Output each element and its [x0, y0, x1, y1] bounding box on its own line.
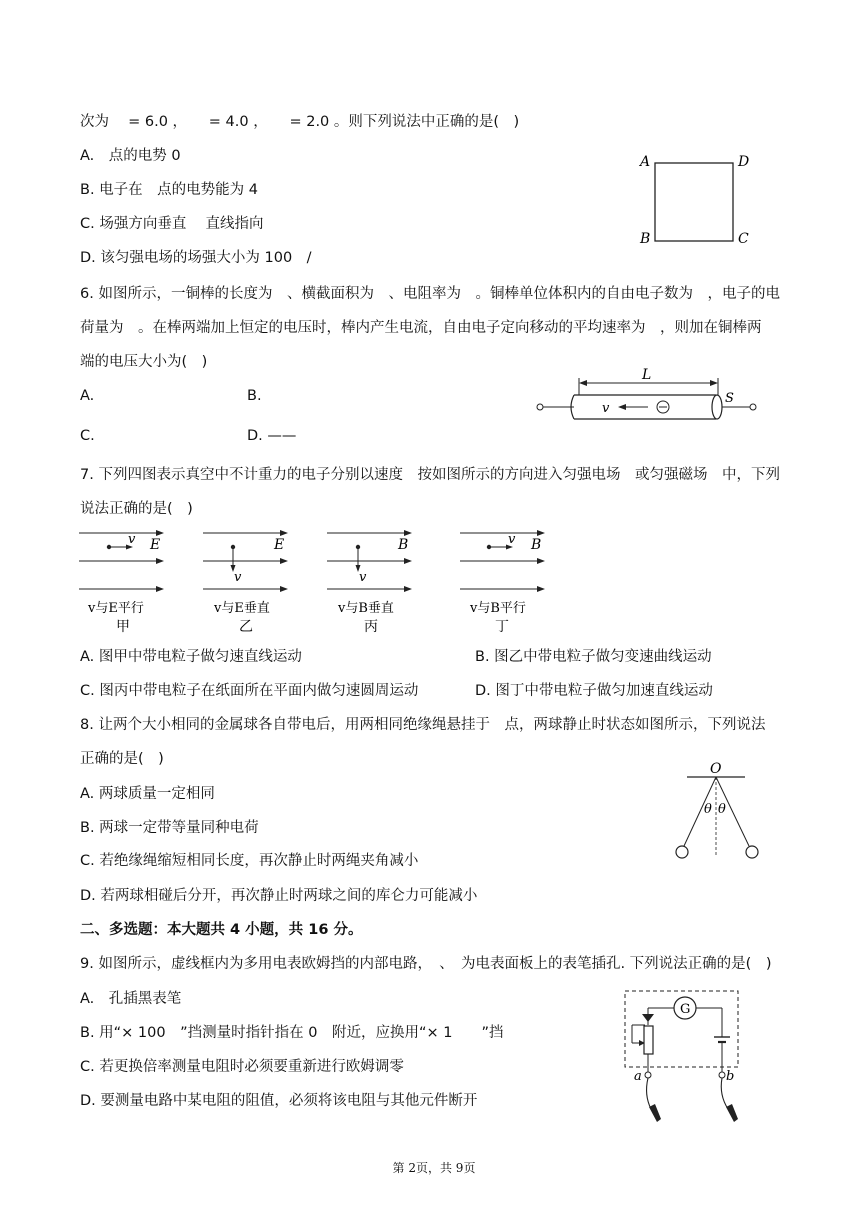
q8-option-a: A. 两球质量一定相同: [80, 786, 215, 802]
q7-option-b: B. 图乙中带电粒子做匀变速曲线运动: [475, 649, 712, 665]
corner-d-label: D: [738, 154, 750, 170]
page-footer: 第 2页，共 9页: [392, 1161, 476, 1175]
q5-square-figure: [630, 150, 760, 250]
q9-option-b: B. 用“× 100 ”挡测量时指针指在 0 附近，应换用“× 1 ”挡: [80, 1025, 504, 1041]
rod-velocity-label: v: [602, 401, 610, 416]
q8-option-c: C. 若绝缘绳缩短相同长度，再次静止时两绳夹角减小: [80, 853, 419, 869]
angle-right-label: θ: [718, 802, 726, 817]
q5-stem-tail: 次为 = 6.0 ， = 4.0 ， = 2.0 。则下列说法中正确的是( ): [80, 114, 520, 130]
panel-jia-name: 甲: [116, 619, 130, 635]
q6-option-d: D. ——: [247, 428, 297, 444]
q9-stem: 9. 如图所示，虚线框内为多用电表欧姆挡的内部电路， 、 为电表面板上的表笔插孔. 下列说法正确的是( ): [80, 956, 772, 972]
pivot-label: O: [710, 761, 722, 777]
q8-option-d: D. 若两球相碰后分开，再次静止时两球之间的库仑力可能减小: [80, 888, 478, 904]
panel-jia-v: v: [128, 532, 136, 547]
panel-yi-name: 乙: [239, 619, 253, 635]
terminal-a-label: a: [634, 1069, 642, 1084]
q8-pendulum-figure: [665, 758, 775, 868]
q5-option-a: A. 点的电势 0: [80, 148, 181, 164]
q7-stem-line-1: 7. 下列四图表示真空中不计重力的电子分别以速度 按如图所示的方向进入匀强电场 或匀强磁场 中，下列: [80, 467, 780, 483]
q7-four-panels-figure: [76, 525, 556, 640]
panel-bing-field: B: [398, 537, 409, 553]
q6-stem-line-3: 端的电压大小为( ): [80, 354, 208, 370]
panel-ding-caption: v与B平行: [470, 601, 526, 616]
q8-stem-line-2: 正确的是( ): [80, 751, 164, 767]
q6-stem-line-1: 6. 如图所示，一铜棒的长度为 、横截面积为 、电阻率为 。铜棒单位体积内的自由电子数为 ，电子的电: [80, 286, 780, 302]
panel-yi-v: v: [234, 570, 242, 585]
q7-option-c: C. 图丙中带电粒子在纸面所在平面内做匀速圆周运动: [80, 683, 419, 699]
corner-a-label: A: [640, 154, 651, 170]
corner-c-label: C: [738, 231, 749, 247]
q7-option-a: A. 图甲中带电粒子做匀速直线运动: [80, 649, 302, 665]
q6-option-a: A.: [80, 388, 95, 404]
rod-area-label: S: [725, 391, 734, 406]
q6-stem-line-2: 荷量为 。在棒两端加上恒定的电压时，棒内产生电流，自由电子定向移动的平均速率为 ，则加在铜棒两: [80, 320, 762, 336]
q8-option-b: B. 两球一定带等量同种电荷: [80, 820, 259, 836]
section-2-heading: 二、多选题：本大题共 4 小题，共 16 分。: [80, 922, 363, 938]
angle-left-label: θ: [704, 802, 712, 817]
q8-stem-line-1: 8. 让两个大小相同的金属球各自带电后，用两相同绝缘绳悬挂于 点，两球静止时状态如图所示，下列说法: [80, 717, 766, 733]
q7-option-d: D. 图丁中带电粒子做匀加速直线运动: [475, 683, 713, 699]
q9-ohmmeter-circuit-figure: [618, 985, 746, 1133]
panel-bing-caption: v与B垂直: [338, 601, 394, 616]
panel-bing-name: 丙: [364, 619, 378, 635]
panel-yi: [203, 530, 288, 635]
galvanometer-label: G: [680, 1002, 691, 1017]
terminal-b-label: b: [726, 1069, 735, 1084]
q9-option-c: C. 若更换倍率测量电阻时必须要重新进行欧姆调零: [80, 1059, 404, 1075]
corner-b-label: B: [640, 231, 651, 247]
panel-jia: [79, 530, 164, 635]
panel-yi-caption: v与E垂直: [214, 601, 270, 616]
q7-stem-line-2: 说法正确的是( ): [80, 501, 193, 517]
panel-ding: [460, 530, 545, 635]
q5-option-c: C. 场强方向垂直 直线指向: [80, 216, 264, 232]
q6-copper-rod-figure: [530, 365, 765, 430]
q6-option-c: C.: [80, 428, 95, 444]
q5-option-b: B. 电子在 点的电势能为 4: [80, 182, 258, 198]
panel-ding-field: B: [531, 537, 542, 553]
panel-jia-field: E: [150, 537, 161, 553]
panel-ding-v: v: [508, 532, 516, 547]
q9-option-d: D. 要测量电路中某电阻的阻值，必须将该电阻与其他元件断开: [80, 1093, 478, 1109]
panel-jia-caption: v与E平行: [88, 601, 144, 616]
panel-ding-name: 丁: [495, 619, 509, 635]
panel-bing-v: v: [359, 570, 367, 585]
q5-option-d: D. 该匀强电场的场强大小为 100 /: [80, 250, 312, 266]
panel-yi-field: E: [274, 537, 285, 553]
q9-option-a: A. 孔插黑表笔: [80, 991, 182, 1007]
rod-length-label: L: [642, 367, 652, 383]
panel-bing: [327, 530, 412, 635]
q6-option-b: B.: [247, 388, 262, 404]
